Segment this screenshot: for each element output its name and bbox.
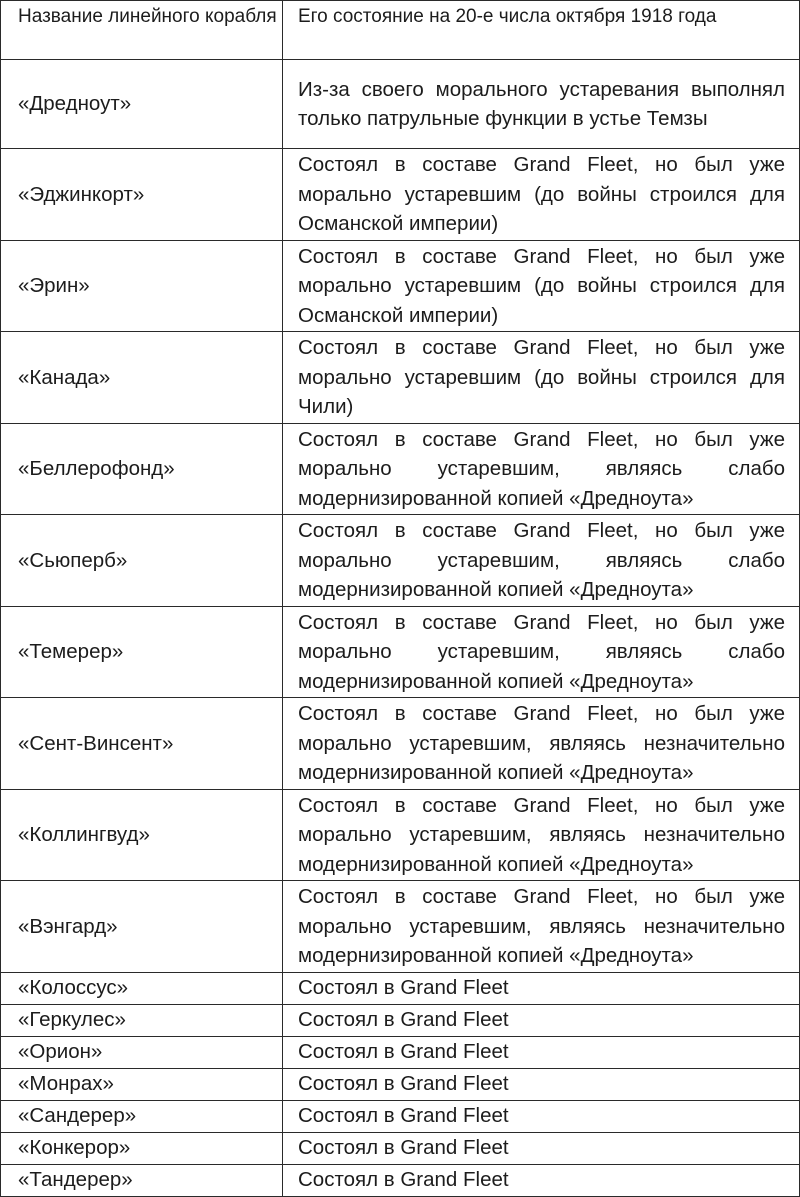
table-row: [1, 698, 800, 790]
table-header-row: [1, 1, 800, 60]
table-row: [1, 332, 800, 424]
header-ship-name: Название линейного корабля: [1, 1, 283, 60]
ship-state-cell: Состоял в Grand Fleet: [283, 1132, 800, 1164]
ship-name-cell: «Коллингвуд»: [1, 789, 283, 881]
ship-name-cell: «Беллерофонд»: [1, 423, 283, 515]
table-row: [1, 972, 800, 1004]
ship-state-cell: Состоял в Grand Fleet: [283, 972, 800, 1004]
ship-state-cell: Состоял в составе Grand Fleet, но был уже морально устаревшим, являясь незначительно модернизированной копией «Дредноута»: [283, 789, 800, 881]
ship-name-cell: «Геркулес»: [1, 1004, 283, 1036]
ship-state-cell: Состоял в Grand Fleet: [283, 1036, 800, 1068]
ship-state-cell: Состоял в составе Grand Fleet, но был уже морально устаревшим, являясь слабо модернизированной копией «Дредноута»: [283, 606, 800, 698]
table-row: [1, 1100, 800, 1132]
ship-name-cell: «Эджинкорт»: [1, 149, 283, 241]
table-row: [1, 60, 800, 149]
table-row: [1, 881, 800, 973]
ship-name-cell: «Тандерер»: [1, 1164, 283, 1196]
table-row: [1, 1132, 800, 1164]
table-row: [1, 240, 800, 332]
table-row: [1, 149, 800, 241]
table-row: [1, 1068, 800, 1100]
table-row: [1, 606, 800, 698]
ship-name-cell: «Сьюперб»: [1, 515, 283, 607]
ship-state-cell: Состоял в составе Grand Fleet, но был уже морально устаревшим (до войны строился для Османской империи): [283, 240, 800, 332]
table-row: [1, 1004, 800, 1036]
ship-name-cell: «Орион»: [1, 1036, 283, 1068]
ship-name-cell: «Вэнгард»: [1, 881, 283, 973]
ship-state-cell: Состоял в Grand Fleet: [283, 1068, 800, 1100]
ship-state-cell: Из-за своего морального устаревания выполнял только патрульные функции в устье Темзы: [283, 60, 800, 149]
table-row: [1, 789, 800, 881]
ship-state-cell: Состоял в составе Grand Fleet, но был уже морально устаревшим, являясь незначительно модернизированной копией «Дредноута»: [283, 698, 800, 790]
ship-name-cell: «Дредноут»: [1, 60, 283, 149]
ship-state-cell: Состоял в Grand Fleet: [283, 1004, 800, 1036]
ship-name-cell: «Сандерер»: [1, 1100, 283, 1132]
table-row: [1, 1164, 800, 1196]
ship-state-cell: Состоял в Grand Fleet: [283, 1164, 800, 1196]
header-state: Его состояние на 20-е числа октября 1918 года: [283, 1, 800, 60]
table-row: [1, 423, 800, 515]
ship-state-cell: Состоял в составе Grand Fleet, но был уже морально устаревшим (до войны строился для Османской империи): [283, 149, 800, 241]
ship-name-cell: «Конкерор»: [1, 1132, 283, 1164]
ship-state-cell: Состоял в составе Grand Fleet, но был уже морально устаревшим, являясь слабо модернизированной копией «Дредноута»: [283, 423, 800, 515]
ship-state-cell: Состоял в составе Grand Fleet, но был уже морально устаревшим (до войны строился для Чили): [283, 332, 800, 424]
ship-state-cell: Состоял в составе Grand Fleet, но был уже морально устаревшим, являясь слабо модернизированной копией «Дредноута»: [283, 515, 800, 607]
ship-name-cell: «Эрин»: [1, 240, 283, 332]
ship-state-cell: Состоял в Grand Fleet: [283, 1100, 800, 1132]
table-row: [1, 1036, 800, 1068]
ship-name-cell: «Колоссус»: [1, 972, 283, 1004]
ship-name-cell: «Канада»: [1, 332, 283, 424]
ship-state-cell: Состоял в составе Grand Fleet, но был уже морально устаревшим, являясь незначительно модернизированной копией «Дредноута»: [283, 881, 800, 973]
table-row: [1, 515, 800, 607]
ship-name-cell: «Сент-Винсент»: [1, 698, 283, 790]
ship-name-cell: «Монрах»: [1, 1068, 283, 1100]
ship-name-cell: «Темерер»: [1, 606, 283, 698]
